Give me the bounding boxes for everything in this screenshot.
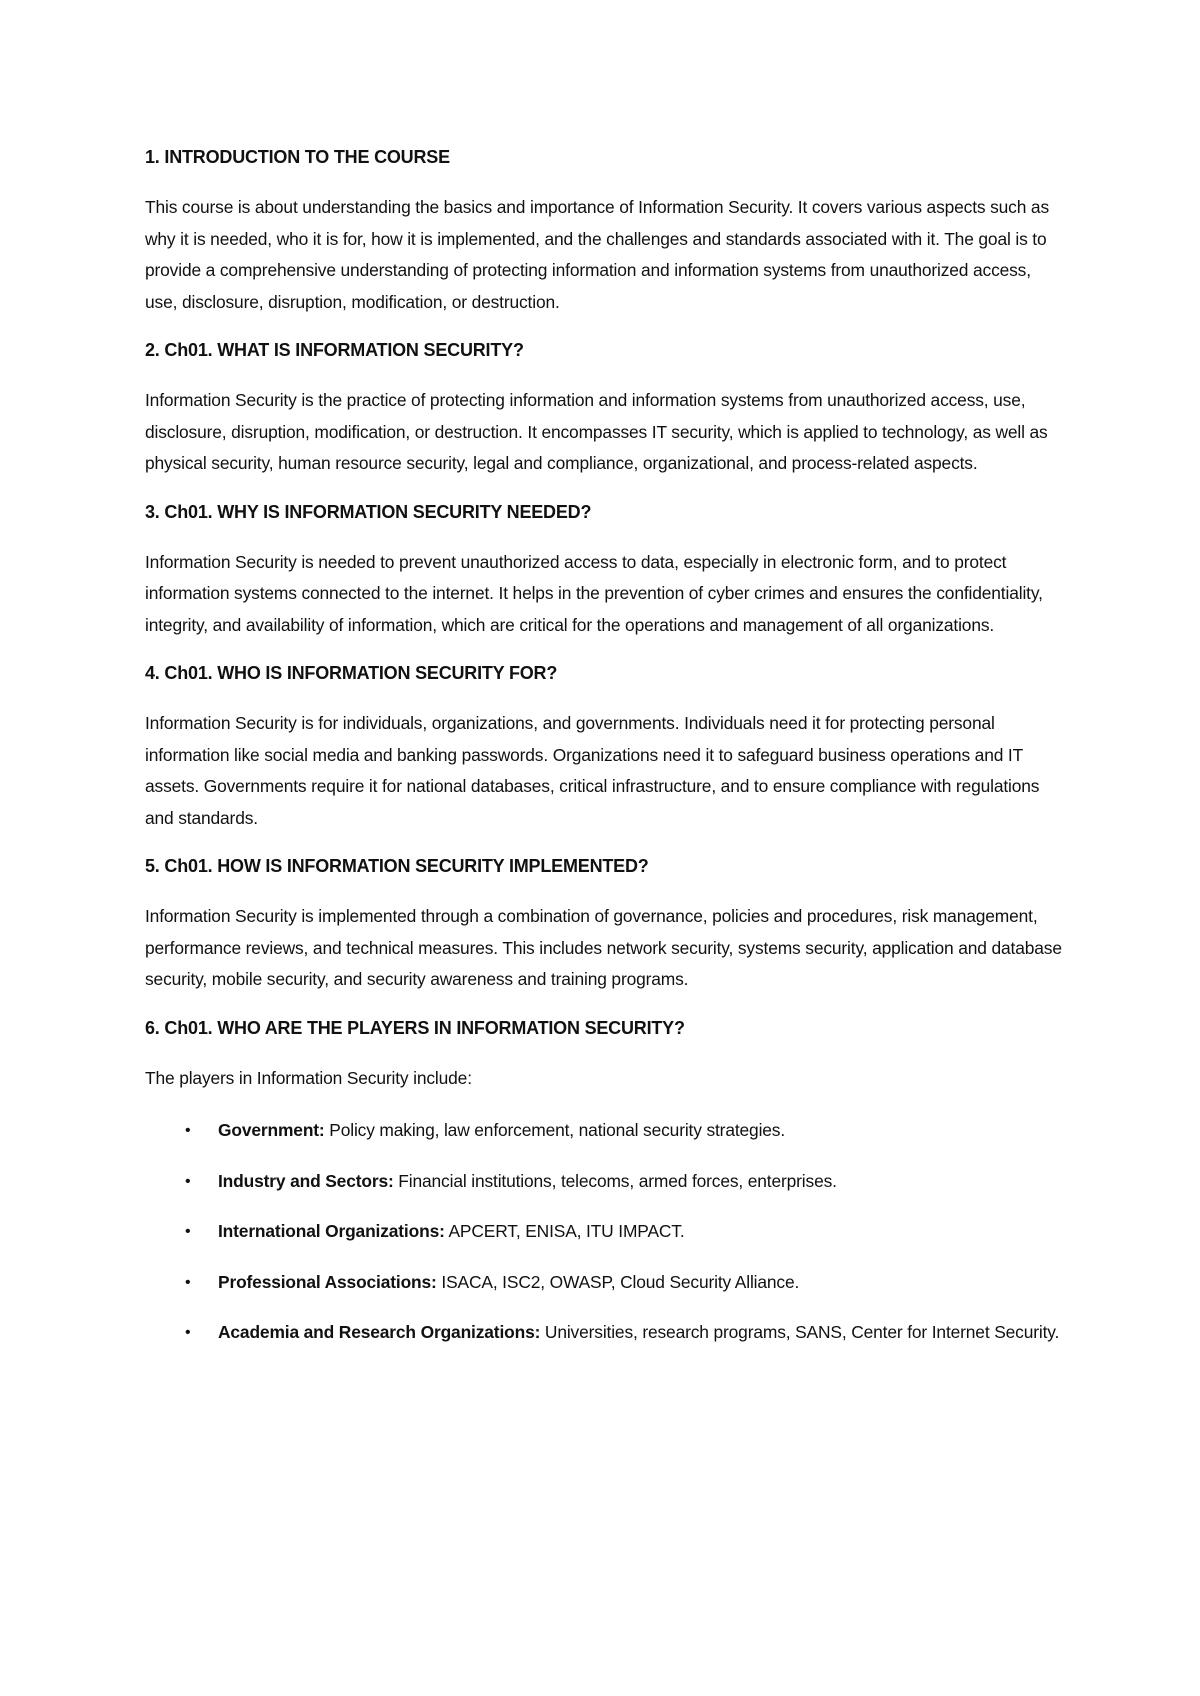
section-paragraph: The players in Information Security include:	[145, 1067, 472, 1088]
list-item-term: Professional Associations:	[218, 1271, 437, 1292]
list-item-term: International Organizations:	[218, 1221, 445, 1241]
section-heading: 4. Ch01. WHO IS INFORMATION SECURITY FOR?	[145, 663, 558, 683]
bullet-icon: •	[185, 1122, 191, 1139]
document-content	[145, 146, 1065, 1368]
section-heading: 6. Ch01. WHO ARE THE PLAYERS IN INFORMATION SECURITY?	[145, 1017, 685, 1038]
section-paragraph: Information Security is for individuals, organizations, and governments. Individuals need it for protecting personal information like social media and banking passwords. Organizations need it to safeguard business operations and IT assets. Governments require it for national databases, critical infrastructure, and to ensure compliance with regulations and standards.	[145, 713, 1040, 828]
players-list	[145, 1115, 1065, 1349]
list-item	[145, 1115, 1065, 1147]
list-item-description: APCERT, ENISA, ITU IMPACT.	[444, 1221, 685, 1241]
list-item-term: Academia and Research Organizations:	[218, 1322, 541, 1342]
list-item	[145, 1317, 1065, 1349]
list-item-term: Industry and Sectors:	[218, 1170, 394, 1191]
list-item-description: Policy making, law enforcement, national security strategies.	[324, 1120, 786, 1140]
section-heading: 3. Ch01. WHY IS INFORMATION SECURITY NEEDED?	[145, 501, 592, 522]
bullet-icon: •	[185, 1324, 191, 1341]
bullet-icon: •	[185, 1223, 191, 1240]
list-item	[145, 1267, 1065, 1299]
section-paragraph: Information Security is implemented through a combination of governance, policies and procedures, risk management, performance reviews, and technical measures. This includes network security, systems security, application and database security, mobile security, and security awareness and training programs.	[145, 906, 1062, 989]
section-heading: 5. Ch01. HOW IS INFORMATION SECURITY IMPLEMENTED?	[145, 856, 649, 876]
list-item-description: ISACA, ISC2, OWASP, Cloud Security Alliance.	[436, 1271, 800, 1292]
section-paragraph: Information Security is the practice of protecting information and information systems from unauthorized access, use, disclosure, disruption, modification, or destruction. It encompasses IT security, which is applied to technology, as well as physical security, human resource security, legal and compliance, organizational, and process-related aspects.	[145, 390, 1048, 473]
list-item-term: Government:	[218, 1120, 325, 1140]
section-heading: 2. Ch01. WHAT IS INFORMATION SECURITY?	[145, 340, 524, 360]
list-item-description: Financial institutions, telecoms, armed forces, enterprises.	[393, 1170, 837, 1191]
list-item	[145, 1166, 1065, 1198]
list-item	[145, 1216, 1065, 1248]
list-item-description: Universities, research programs, SANS, Center for Internet Security.	[540, 1322, 1060, 1342]
section-heading: 1. INTRODUCTION TO THE COURSE	[145, 147, 450, 167]
bullet-icon: •	[185, 1273, 191, 1291]
bullet-icon: •	[185, 1172, 191, 1190]
section-paragraph: This course is about understanding the basics and importance of Information Security. It covers various aspects such as why it is needed, who it is for, how it is implemented, and the challenges and standards associated with it. The goal is to provide a comprehensive understanding of protecting information and information systems from unauthorized access, use, disclosure, disruption, modification, or destruction.	[145, 197, 1049, 312]
section-paragraph: Information Security is needed to prevent unauthorized access to data, especially in electronic form, and to protect information systems connected to the internet. It helps in the prevention of cyber crimes and ensures the confidentiality, integrity, and availability of information, which are critical for the operations and management of all organizations.	[145, 551, 1043, 635]
